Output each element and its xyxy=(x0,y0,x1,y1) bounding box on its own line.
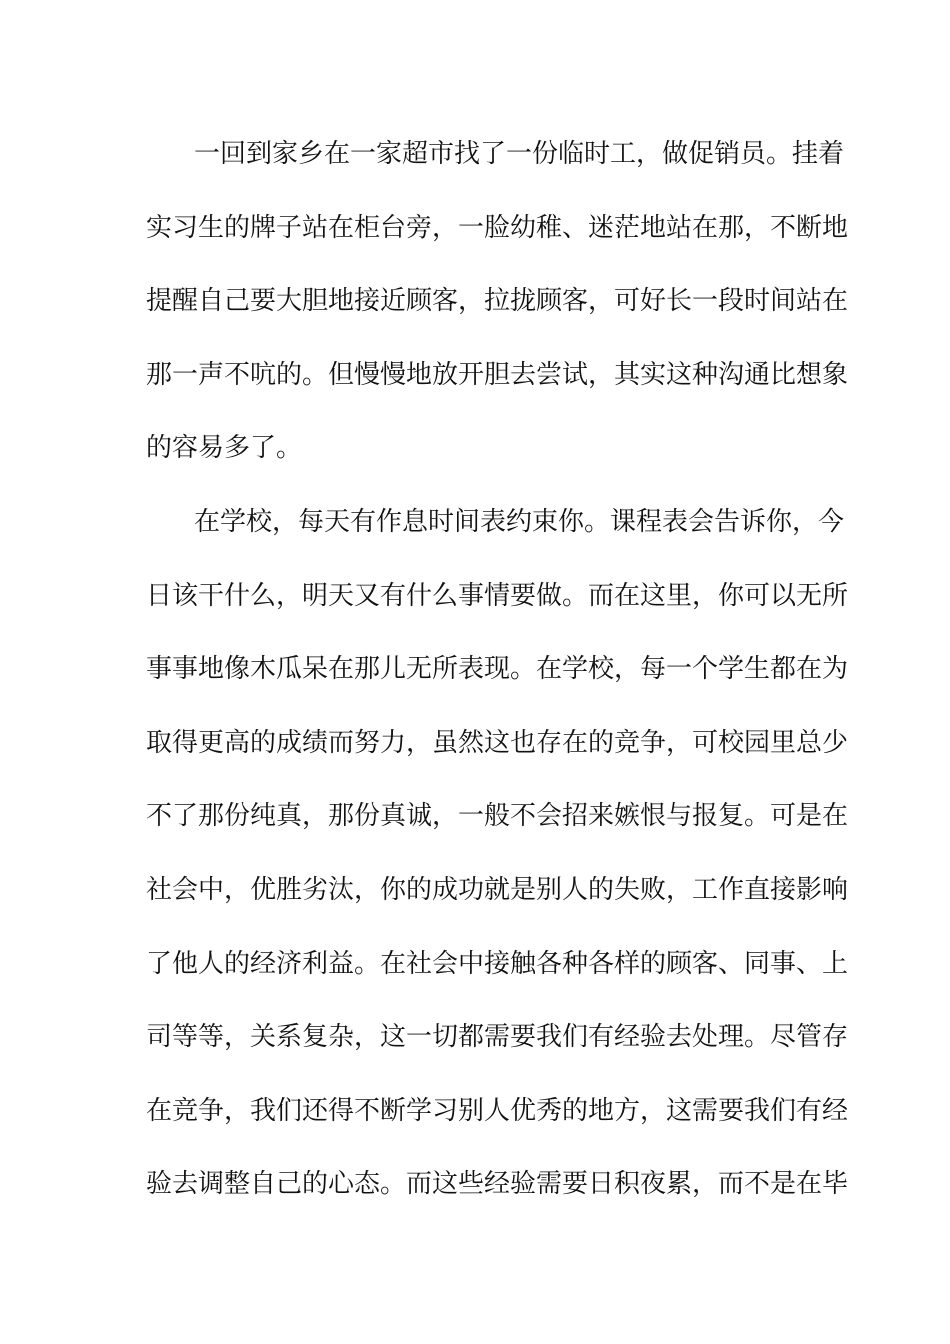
paragraph-2-line-5: 不了那份纯真，那份真诚，一般不会招来嫉恨与报复。可是在 xyxy=(146,801,849,832)
paragraph-2-line-7: 了他人的经济利益。在社会中接触各种各样的顾客、同事、上 xyxy=(146,948,849,979)
paragraph-2-line-9: 在竞争，我们还得不断学习别人优秀的地方，这需要我们有经 xyxy=(146,1095,849,1126)
paragraph-2-line-1: 在学校，每天有作息时间表约束你。课程表会告诉你，今 xyxy=(194,506,845,537)
paragraph-2-line-10: 验去调整自己的心态。而这些经验需要日积夜累，而不是在毕 xyxy=(146,1169,849,1200)
paragraph-2-line-3: 事事地像木瓜呆在那儿无所表现。在学校，每一个学生都在为 xyxy=(146,654,849,685)
body-text xyxy=(146,131,849,1235)
paragraph-1-line-1: 一回到家乡在一家超市找了一份临时工，做促销员。挂着 xyxy=(194,139,845,169)
paragraph-1-line-3: 提醒自己要大胆地接近顾客，拉拢顾客，可好长一段时间站在 xyxy=(146,286,849,317)
paragraph-1-line-2: 实习生的牌子站在柜台旁，一脸幼稚、迷茫地站在那，不断地 xyxy=(146,212,849,243)
paragraph-2-line-4: 取得更高的成绩而努力，虽然这也存在的竞争，可校园里总少 xyxy=(146,727,849,758)
paragraph-1-line-4: 那一声不吭的。但慢慢地放开胆去尝试，其实这种沟通比想象 xyxy=(146,359,849,390)
paragraph-2-line-8: 司等等，关系复杂，这一切都需要我们有经验去处理。尽管存 xyxy=(146,1022,849,1053)
paragraph-1-line-5: 的容易多了。 xyxy=(146,433,303,464)
paragraph-2-line-6: 社会中，优胜劣汰，你的成功就是别人的失败，工作直接影响 xyxy=(146,874,849,905)
paragraph-2-line-2: 日该干什么，明天又有什么事情要做。而在这里，你可以无所 xyxy=(146,580,849,611)
